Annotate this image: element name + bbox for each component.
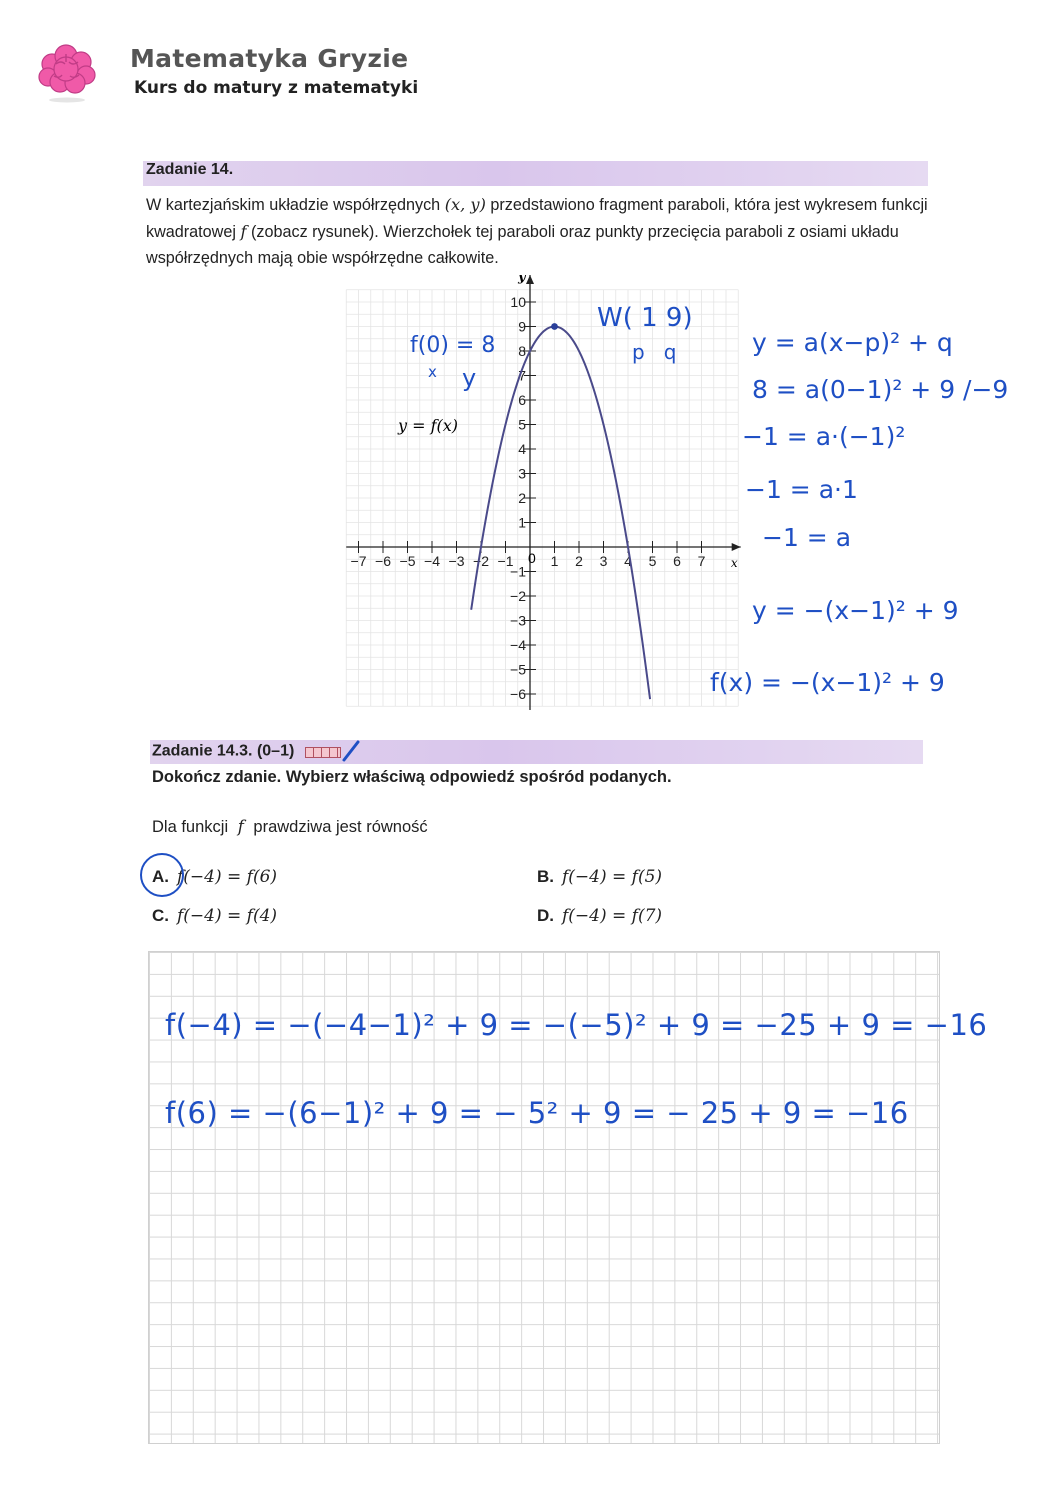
x-tick-label: −6 <box>375 553 391 569</box>
brain-icon <box>36 42 98 104</box>
y-tick-label: −6 <box>510 686 526 702</box>
subtask-instruction: Dokończ zdanie. Wybierz właściwą odpowiedź spośród podanych. <box>152 768 672 786</box>
x-tick-label: −2 <box>473 553 489 569</box>
handwritten-eq1: y = a(x−p)² + q <box>752 328 953 357</box>
handwritten-eq6: y = −(x−1)² + 9 <box>752 596 959 625</box>
stem-text-2: prawdziwa jest równość <box>253 818 428 836</box>
handwritten-pq: p q <box>632 340 677 364</box>
y-tick-label: 3 <box>518 465 526 482</box>
task-text-1: W kartezjańskim układzie współrzędnych <box>146 196 441 214</box>
option-d[interactable] <box>537 906 662 926</box>
origin-label: 0 <box>528 550 536 566</box>
subtask-title-text: Zadanie 14.3. (0–1) <box>152 742 295 760</box>
function-name: f <box>240 221 247 241</box>
stem-text-1: Dla funkcji <box>152 818 229 836</box>
task-text-3: (zobacz rysunek). Wierzchołek tej paraboli oraz punkty przecięcia paraboli z osiami układu współrzędnych mają obie współrzędne całkowite. <box>146 222 899 267</box>
handwritten-eq3: −1 = a·(−1)² <box>742 422 906 451</box>
brand-subtitle: Kurs do matury z matematyki <box>134 78 419 98</box>
y-tick-label: −1 <box>510 563 526 580</box>
x-tick-label: 2 <box>575 553 583 569</box>
x-tick-label: 7 <box>697 553 706 569</box>
vertex-point <box>551 323 558 330</box>
score-boxes <box>305 740 360 763</box>
option-a-text: f(−4) = f(6) <box>177 867 278 887</box>
y-tick-label: 10 <box>510 294 526 310</box>
task-header-bar <box>143 161 928 186</box>
figure-grid <box>346 290 738 707</box>
x-tick-label: −5 <box>399 553 416 569</box>
handwritten-eq4: −1 = a·1 <box>745 475 858 504</box>
y-tick-label: −5 <box>510 661 526 678</box>
option-b-text: f(−4) = f(5) <box>562 867 663 887</box>
task-text-2: przedstawiono fragment paraboli, która jest wykresem funkcji kwadratowej <box>146 196 928 241</box>
handwritten-calc-2: f(6) = −(6−1)² + 9 = − 5² + 9 = − 25 + 9 = −16 <box>165 1096 909 1130</box>
x-tick-label: −7 <box>350 553 367 569</box>
option-c[interactable] <box>152 906 277 926</box>
handwritten-calc-1: f(−4) = −(−4−1)² + 9 = −(−5)² + 9 = −25 + 9 = −16 <box>165 1008 988 1042</box>
task-title: Zadanie 14. <box>146 161 234 178</box>
y-tick-label: −3 <box>510 612 526 629</box>
brand-title: Matematyka Gryzie <box>130 44 409 73</box>
y-tick-label: 7 <box>518 367 526 384</box>
brand-logo <box>36 42 98 104</box>
x-axis-arrow <box>732 543 741 551</box>
y-tick-label: −4 <box>510 637 526 653</box>
option-c-text: f(−4) = f(4) <box>177 906 278 926</box>
option-d-letter: D. <box>537 906 554 925</box>
subtask-stem <box>152 817 428 837</box>
x-tick-label: 5 <box>648 553 657 569</box>
y-tick-label: 8 <box>518 343 526 359</box>
y-tick-label: 4 <box>518 441 526 457</box>
handwritten-f0: f(0) = 8 <box>410 333 496 358</box>
x-tick-label: −1 <box>497 553 514 569</box>
option-a-letter: A. <box>152 867 169 886</box>
parabola-curve <box>471 327 650 700</box>
handwritten-eq5: −1 = a <box>762 523 852 552</box>
subtask-title <box>152 740 360 763</box>
y-tick-label: 9 <box>518 318 526 335</box>
y-axis-label: y <box>518 275 526 286</box>
x-tick-label: 3 <box>599 553 608 569</box>
y-tick-label: 6 <box>518 392 526 408</box>
parabola-figure <box>330 275 750 710</box>
option-b-letter: B. <box>537 867 554 886</box>
pen-mark-icon <box>342 740 360 762</box>
stem-function: f <box>237 817 244 836</box>
handwritten-eq2: 8 = a(0−1)² + 9 /−9 <box>752 375 1009 404</box>
handwritten-eq7: f(x) = −(x−1)² + 9 <box>710 668 945 697</box>
option-b[interactable] <box>537 867 662 887</box>
x-tick-label: −3 <box>448 553 465 569</box>
y-tick-label: 5 <box>518 416 526 433</box>
x-tick-label: 6 <box>673 553 681 569</box>
x-axis-label: x <box>730 556 738 570</box>
selected-answer-circle <box>140 853 184 897</box>
x-tick-label: 4 <box>624 553 632 569</box>
y-tick-label: 2 <box>518 490 526 506</box>
handwritten-y: y <box>462 364 477 392</box>
x-tick-label: 1 <box>550 553 559 569</box>
handwritten-x: x <box>428 363 437 381</box>
task-text <box>146 192 936 272</box>
curve-label: y = f(x) <box>398 416 459 435</box>
handwritten-vertex: W( 1 9) <box>597 303 693 333</box>
y-axis-arrow <box>526 275 534 284</box>
y-tick-label: 1 <box>518 514 526 531</box>
option-d-text: f(−4) = f(7) <box>562 906 663 926</box>
y-tick-label: −2 <box>510 588 526 604</box>
coord-pair: (x, y) <box>444 195 486 214</box>
option-c-letter: C. <box>152 906 169 925</box>
x-tick-label: −4 <box>424 553 440 569</box>
